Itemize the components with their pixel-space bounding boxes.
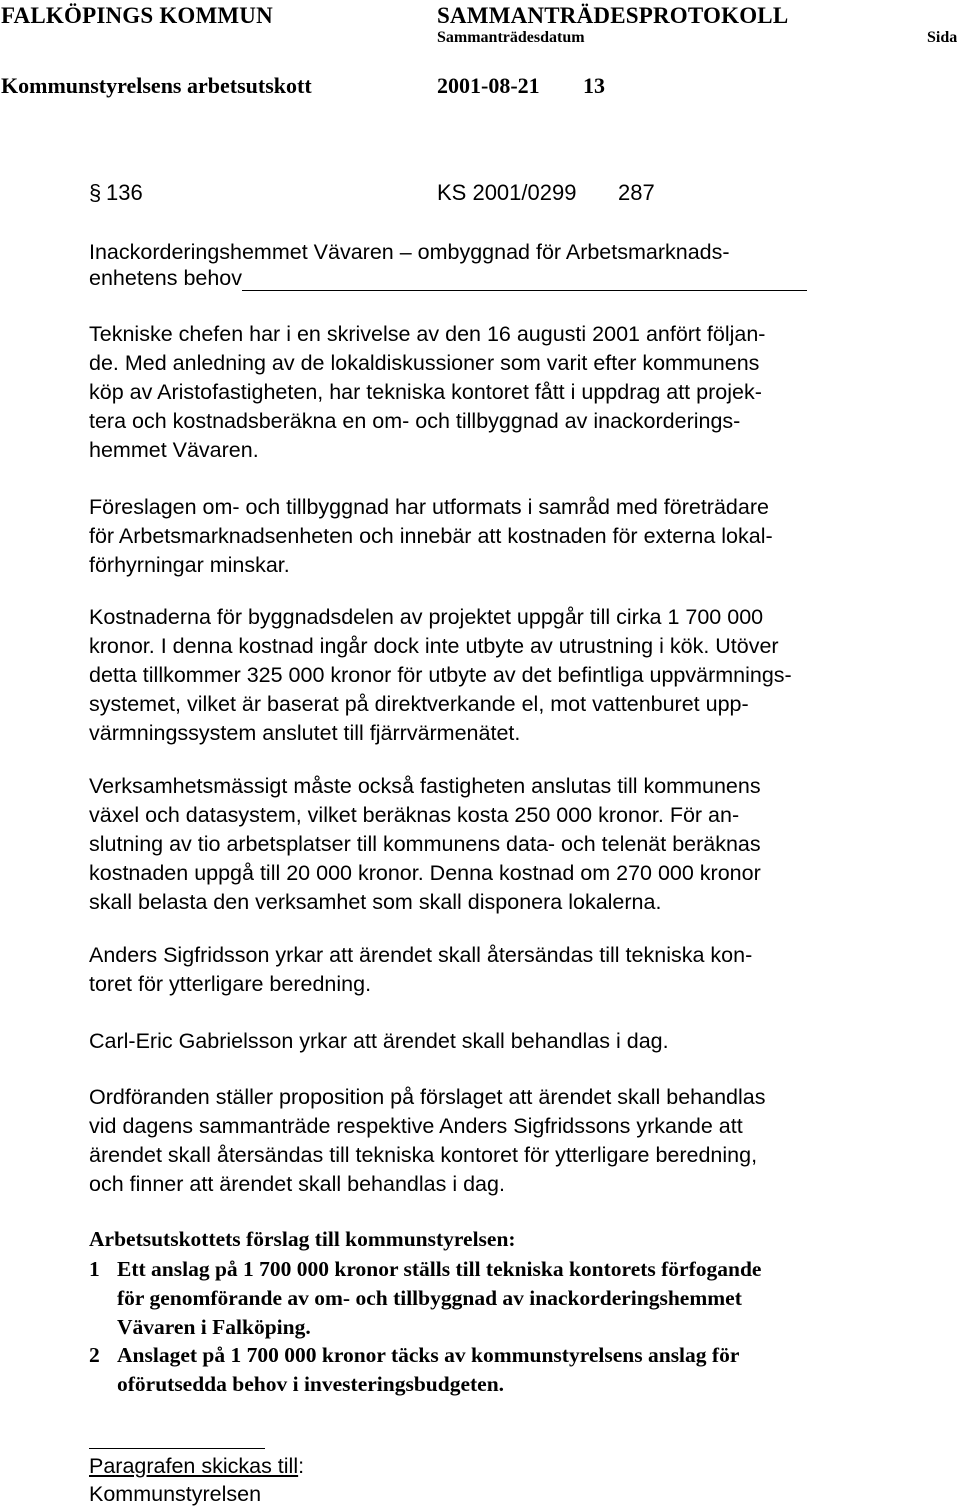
proposal-item-number: 1 — [89, 1257, 100, 1281]
proposal-heading: Arbetsutskottets förslag till kommunstyrelsen: — [89, 1227, 516, 1251]
paragraph-title-line1: Inackorderingshemmet Vävaren – ombyggnad för Arbetsmarknads- — [89, 240, 730, 264]
recipient: Kommunstyrelsen — [89, 1482, 262, 1506]
body-paragraph-4: Verksamhetsmässigt måste också fastigheten anslutas till kommunens växel och datasystem, vilket beräknas kosta 250 000 kronor. För an- slutning av tio arbetsplatser till kommunens data- och telenät beräknas kostnaden uppgå till 20 000 kronor. Denna kostnad om 270 000 kronor skall belasta den verksamhet som skall disponera lokalerna. — [89, 774, 761, 914]
body-paragraph-1: Tekniske chefen har i en skrivelse av den 16 augusti 2001 anfört följan- de. Med anledning av de lokaldiskussioner som varit efter kommunens köp av Aristofastigheten, har tekniska kontoret fått i uppdrag att projek- tera och kostnadsberäkna en om- och tillbyggnad av inackorderings- hemmet Vävaren. — [89, 322, 766, 462]
title-underline — [242, 268, 807, 291]
paragraph-title-line2: enhetens behov — [89, 266, 807, 291]
case-number: KS 2001/0299 — [437, 180, 577, 205]
meeting-date-label: Sammanträdesdatum — [437, 29, 585, 46]
body-paragraph-5: Anders Sigfridsson yrkar att ärendet skall återsändas till tekniska kon- toret för ytterligare beredning. — [89, 943, 753, 996]
body-paragraph-2: Föreslagen om- och tillbyggnad har utformats i samråd med företrädare för Arbetsmarknadsenheten och innebär att kostnaden för externa lokal- förhyrningar minskar. — [89, 495, 773, 577]
proposal-item-number: 2 — [89, 1343, 100, 1367]
body-paragraph-6: Carl-Eric Gabrielsson yrkar att ärendet skall behandlas i dag. — [89, 1029, 669, 1053]
meeting-date: 2001-08-21 — [437, 73, 540, 98]
committee-name: Kommunstyrelsens arbetsutskott — [1, 73, 312, 98]
body-paragraph-3: Kostnaderna för byggnadsdelen av projektet uppgår till cirka 1 700 000 kronor. I denna kostnad ingår dock inte utbyte av utrustning i kök. Utöver detta tillkommer 325 000 kronor för utbyte av det befintliga uppvärmnings- systemet, vilket är baserat på direktverkande el, mot vattenburet upp- värmningssystem anslutet till fjärrvärmenätet. — [89, 605, 792, 745]
section-symbol: § — [89, 180, 102, 205]
sent-to-label: Paragrafen skickas till: — [89, 1454, 305, 1478]
archive-code: 287 — [618, 180, 655, 205]
page-label: Sida — [927, 29, 958, 46]
body-paragraph-7: Ordföranden ställer proposition på förslaget att ärendet skall behandlas vid dagens sammanträde respektive Anders Sigfridssons yrkande att ärendet skall återsändas till tekniska kontoret för ytterligare beredning, och finner att ärendet skall behandlas i dag. — [89, 1085, 766, 1196]
paragraph-number: 136 — [106, 180, 143, 205]
protocol-title: SAMMANTRÄDESPROTOKOLL — [437, 3, 789, 28]
divider-rule — [89, 1448, 265, 1449]
page-number: 13 — [583, 73, 605, 98]
municipality-name: FALKÖPINGS KOMMUN — [1, 3, 273, 28]
